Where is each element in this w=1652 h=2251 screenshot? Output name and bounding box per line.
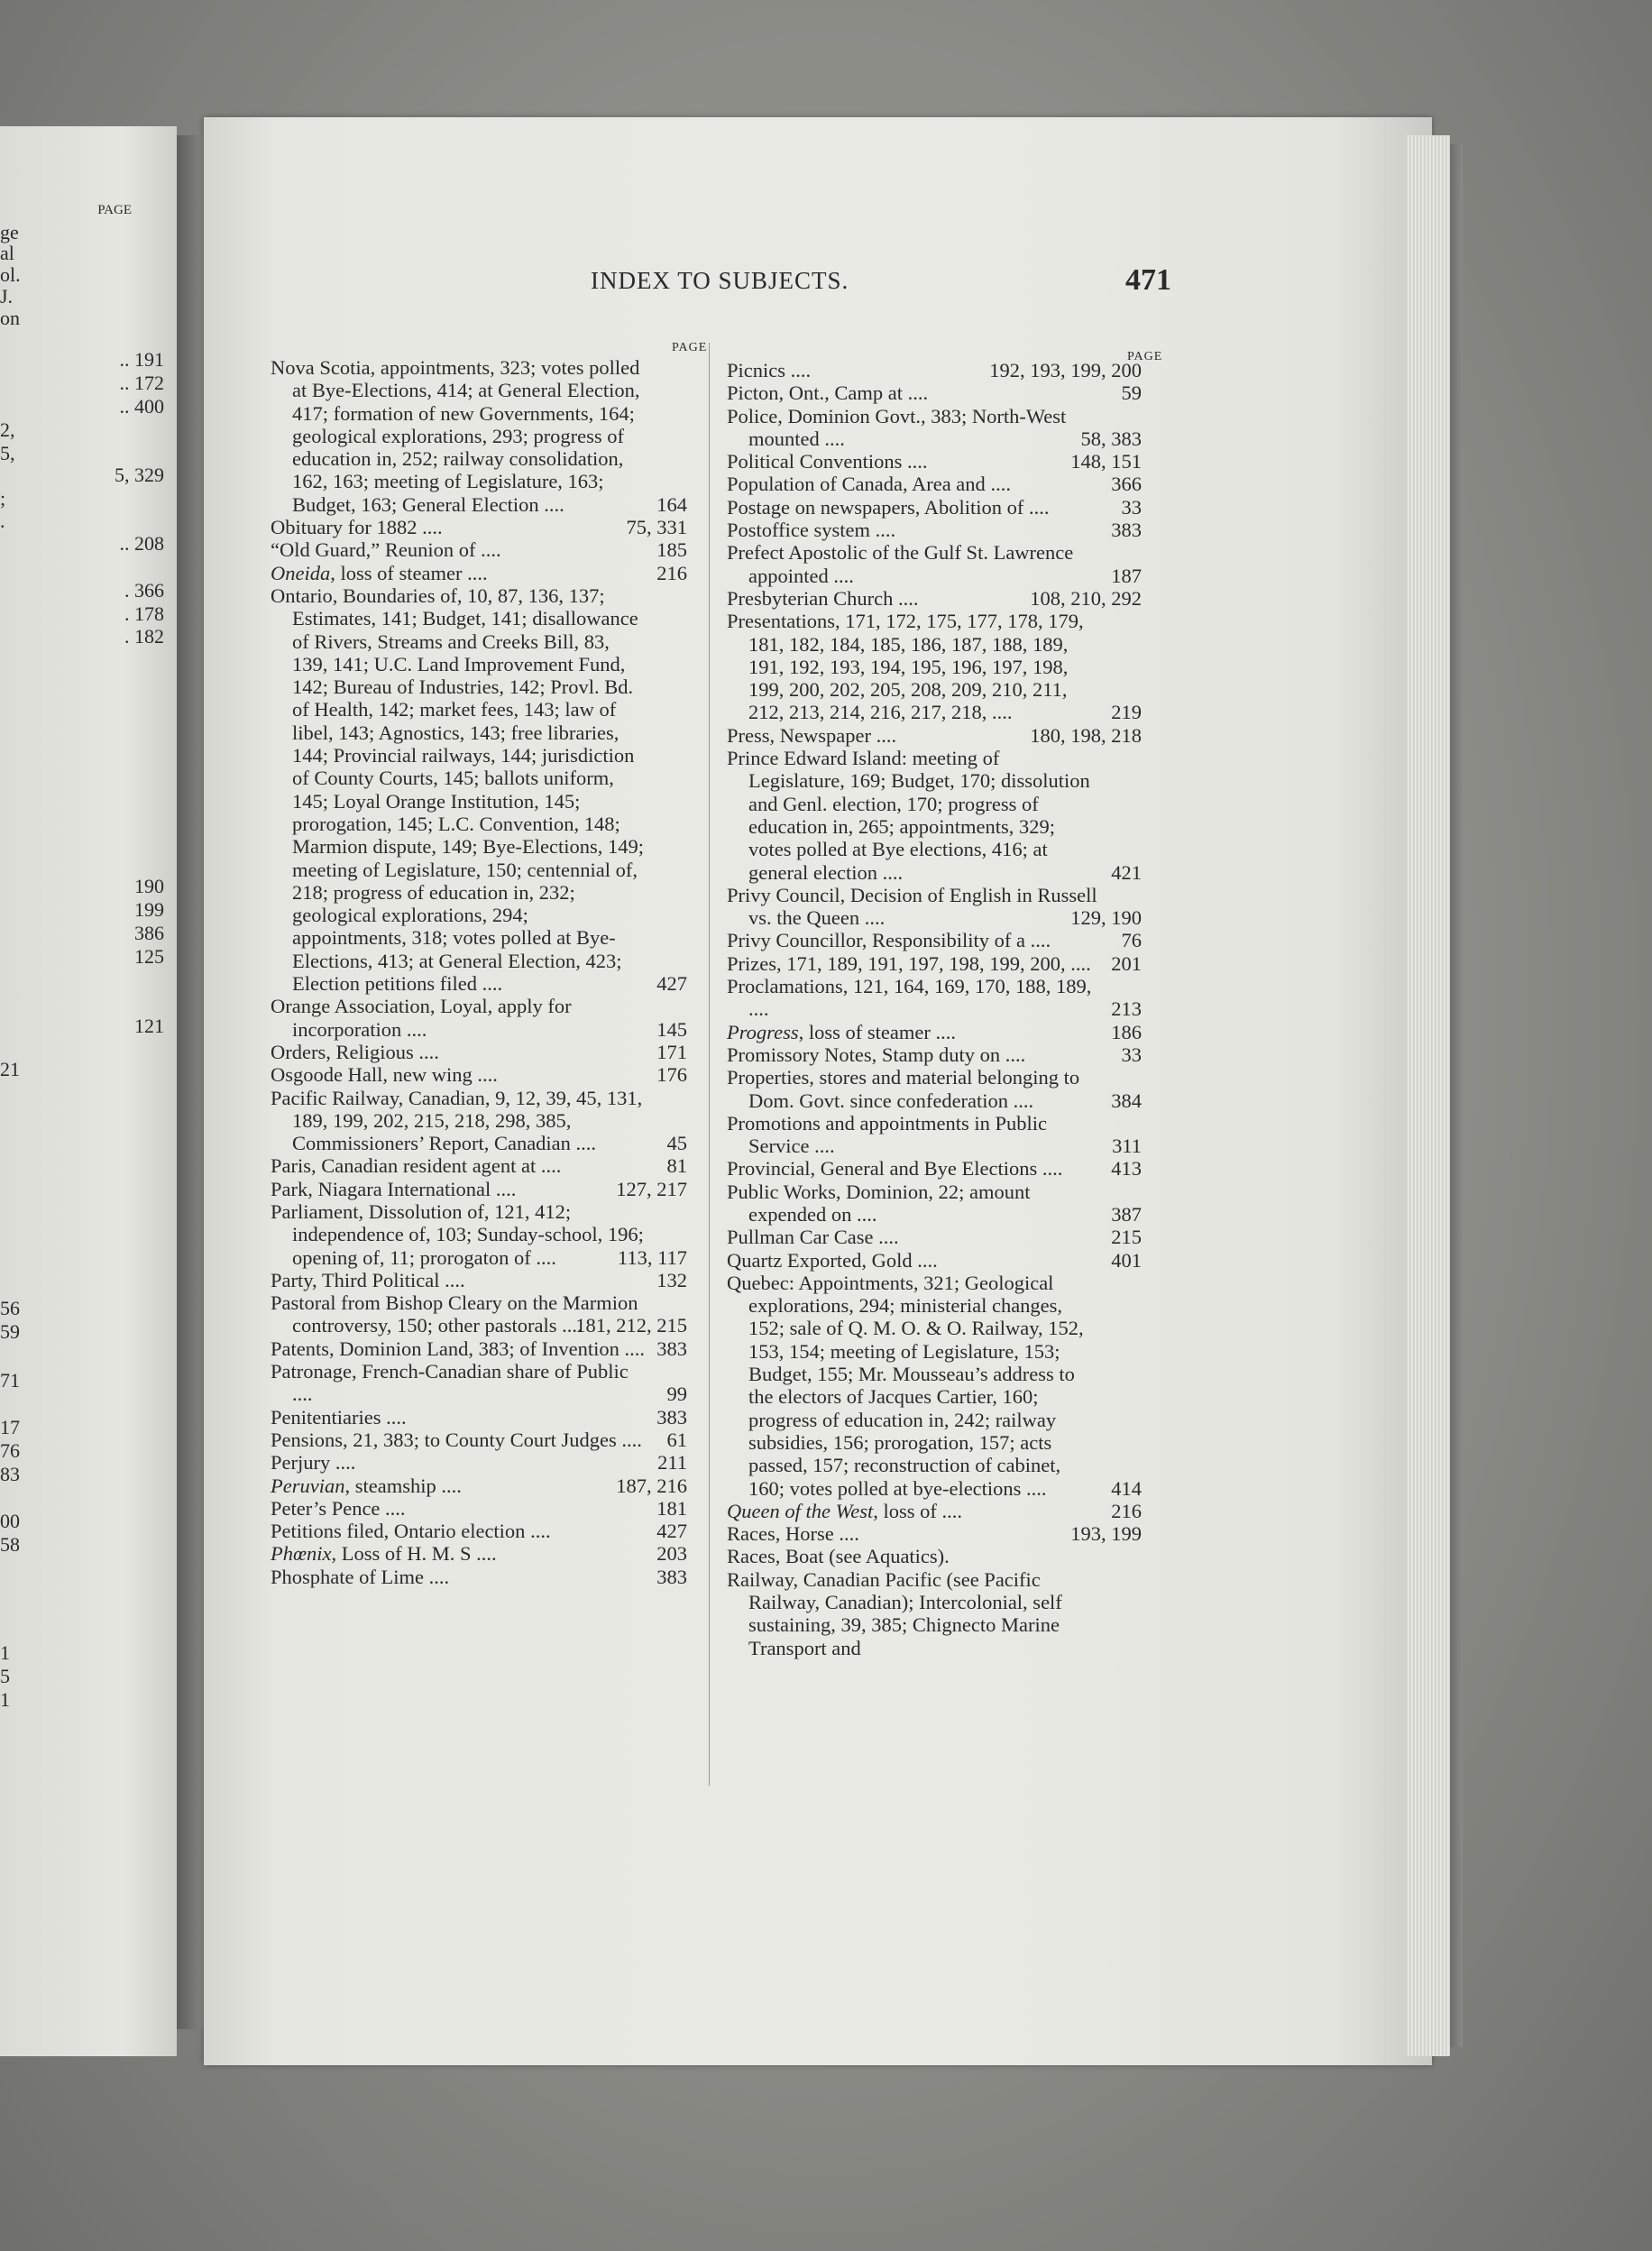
index-entry-page: 127, 217 [616, 1177, 687, 1200]
index-entry-text: Queen of the West, loss of [727, 1499, 937, 1522]
index-entry-text: Privy Councillor, Responsibility of a [727, 929, 1025, 952]
leader-dots: .... [1023, 495, 1050, 519]
index-entry-page: 132 [656, 1268, 687, 1291]
index-entry-text: Oneida, loss of steamer [271, 561, 463, 584]
leader-dots: .... [556, 1314, 583, 1337]
index-entry [271, 1063, 687, 1086]
index-entry [727, 450, 1142, 473]
left-page-fragment: . [0, 510, 5, 532]
index-entry-text: Pensions, 21, 383; to County Court Judges [271, 1428, 617, 1451]
left-column-page-label: PAGE [672, 341, 708, 354]
left-page-fragment: .. 191 [119, 348, 164, 371]
leader-dots: .... [936, 1499, 963, 1522]
index-entry-text: Park, Niagara International [271, 1177, 491, 1200]
index-entry-page: 164 [656, 492, 687, 516]
index-entry [271, 538, 687, 561]
leader-dots: .... [748, 997, 769, 1021]
index-entry [271, 995, 687, 1041]
index-entry-text: Orders, Religious [271, 1040, 414, 1063]
index-entry-text: Races, Boat (see Aquatics). [727, 1545, 950, 1568]
left-page-fragment: 71 [0, 1369, 20, 1392]
left-page-fragment: 59 [0, 1320, 20, 1343]
index-entry [727, 587, 1142, 610]
left-page-fragment: J. [0, 285, 14, 308]
index-entry-page: 384 [1111, 1089, 1142, 1112]
index-entry [271, 1475, 687, 1497]
index-entry-page: 216 [656, 561, 687, 584]
index-entry-text: Prince Edward Island: meeting of Legislature, 169; Budget, 170; dissolution and Genl. election, 170; progress of education in, 265; appointments, 329; votes polled at Bye elections, 416; at general election [727, 747, 1090, 884]
index-entry [271, 1087, 687, 1155]
index-entry-page: 414 [1111, 1476, 1142, 1500]
index-entry-page: 176 [656, 1063, 687, 1087]
index-entry [727, 975, 1142, 1021]
index-entry-text: Promissory Notes, Stamp duty on [727, 1043, 1001, 1066]
index-entry-text: Police, Dominion Govt., 383; North-West mounted [727, 404, 1067, 450]
index-entry-text: Presbyterian Church [727, 586, 894, 610]
index-entry [271, 516, 687, 538]
index-entry-page: 99 [666, 1383, 687, 1406]
index-entry-text: Prizes, 171, 189, 191, 197, 198, 199, 200, [727, 951, 1066, 975]
index-entry-text: Progress, loss of steamer [727, 1020, 931, 1043]
left-page-fragment: 2, [0, 418, 15, 441]
leader-dots: .... [525, 1520, 551, 1543]
left-page-fragment: 125 [134, 945, 164, 968]
index-entry-page: 366 [1111, 473, 1142, 496]
leader-dots: .... [330, 1451, 356, 1475]
index-entry-page: 58, 383 [1080, 427, 1142, 450]
left-page-fragment: 5, 329 [115, 464, 164, 486]
index-entry [727, 1157, 1142, 1180]
left-page-fragment: ge [0, 221, 19, 243]
index-entry-page: 219 [1111, 701, 1142, 724]
index-entry-text: Paris, Canadian resident agent at [271, 1154, 537, 1178]
index-entry-page: 148, 151 [1070, 450, 1142, 473]
index-entry-page: 33 [1121, 495, 1142, 519]
index-entry [727, 1021, 1142, 1043]
leader-dots: .... [1065, 951, 1091, 975]
leader-dots: .... [472, 1063, 498, 1087]
index-entry-text: Orange Association, Loyal, apply for incorporation [271, 995, 572, 1041]
index-entry [727, 747, 1142, 884]
leader-dots: .... [930, 1020, 956, 1043]
index-entry-text: Prefect Apostolic of the Gulf St. Lawrence appointed [727, 541, 1074, 587]
leader-dots: .... [417, 516, 443, 539]
index-entry-page: 129, 190 [1070, 906, 1142, 930]
index-entry-text: Railway, Canadian Pacific (see Pacific Railway, Canadian); Intercolonial, self sustaining, 39, 385; Chignecto Marine Transport and [727, 1567, 1062, 1659]
index-entry [727, 610, 1142, 723]
index-entry-page: 427 [656, 1520, 687, 1543]
index-entry-text: Privy Council, Decision of English in Russell vs. the Queen [727, 883, 1097, 930]
index-entry-page: 383 [1111, 519, 1142, 542]
leader-dots: .... [536, 1154, 562, 1178]
index-entry-page: 383 [656, 1337, 687, 1360]
page-edge-shadow [1450, 144, 1463, 2047]
index-entry-text: Petitions filed, Ontario election [271, 1520, 526, 1543]
leader-dots: .... [292, 1383, 313, 1406]
left-page-fragment: 17 [0, 1416, 20, 1438]
leader-dots: .... [570, 1132, 597, 1155]
index-entry-page: 216 [1111, 1499, 1142, 1522]
index-entry [271, 1337, 687, 1360]
index-entry-text: Picton, Ont., Camp at [727, 381, 903, 405]
index-entry-text: Quartz Exported, Gold [727, 1248, 913, 1272]
left-page-fragment: 1 [0, 1688, 10, 1711]
index-entry [727, 359, 1142, 381]
index-entry [727, 1545, 1142, 1567]
index-entry-page: 76 [1121, 929, 1142, 952]
leader-dots: .... [870, 723, 897, 747]
index-entry-text: Perjury [271, 1451, 331, 1475]
leader-dots: .... [912, 1248, 938, 1272]
index-entry-page: 383 [656, 1405, 687, 1429]
left-page-fragment: 83 [0, 1463, 20, 1485]
leader-dots: .... [1000, 1043, 1026, 1066]
leader-dots: .... [851, 1202, 877, 1226]
index-entry-page: 185 [656, 538, 687, 562]
left-page-fragment: .. 400 [119, 395, 164, 418]
leader-dots: .... [1037, 1157, 1063, 1181]
index-entry-page: 45 [666, 1132, 687, 1155]
left-adjacent-page [0, 126, 177, 2056]
leader-dots: .... [859, 906, 886, 930]
leader-dots: .... [380, 1496, 406, 1520]
index-entry [727, 381, 1142, 404]
leader-dots: .... [471, 1542, 497, 1566]
leader-dots: .... [619, 1337, 645, 1360]
left-page-fragment: .. 172 [119, 372, 164, 394]
leader-dots: .... [475, 538, 501, 562]
index-entry-text: Nova Scotia, appointments, 323; votes polled at Bye-Elections, 414; at General Election, 417; formation of new Governments, 164; geological explorations, 293; progress of education in, 252; railway consolidation, 162, 163; meeting of Legislature, 163; Budget, 163; General Election [271, 356, 640, 516]
index-entry [727, 724, 1142, 747]
index-entry-text: Phosphate of Lime [271, 1565, 424, 1588]
index-entry-page: 108, 210, 292 [1030, 586, 1142, 610]
left-page-fragment: 5, [0, 442, 15, 464]
index-entry-page: 59 [1121, 381, 1142, 405]
index-entry [727, 405, 1142, 451]
leader-dots: .... [809, 1135, 835, 1158]
index-entry-page: 192, 193, 199, 200 [989, 359, 1142, 381]
index-entry-text: Promotions and appointments in Public Service [727, 1111, 1047, 1158]
index-entry-text: Press, Newspaper [727, 723, 871, 747]
leader-dots: .... [877, 860, 904, 884]
leader-dots: .... [873, 1226, 899, 1249]
index-entry-text: Phœnix, Loss of H. M. S [271, 1542, 472, 1566]
index-entry-text: “Old Guard,” Reunion of [271, 538, 476, 562]
index-entry-page: 401 [1111, 1248, 1142, 1272]
index-entry-page: 427 [656, 972, 687, 996]
index-entry [271, 1497, 687, 1520]
index-entry-text: Penitentiaries [271, 1405, 381, 1429]
index-entry-page: 181, 212, 215 [575, 1314, 687, 1337]
left-page-fragment: 00 [0, 1510, 20, 1532]
index-entry-page: 171 [656, 1040, 687, 1063]
index-entry [727, 1522, 1142, 1545]
index-entry-text: Postage on newspapers, Abolition of [727, 495, 1024, 519]
index-entry-text: Parliament, Dissolution of, 121, 412; independence of, 103; Sunday-school, 196; opening of, 11; prorogaton of [271, 1199, 644, 1269]
index-entry-text: Party, Third Political [271, 1268, 440, 1291]
left-page-fragment: . 178 [124, 602, 164, 625]
index-entry-page: 180, 198, 218 [1030, 723, 1142, 747]
index-entry [271, 1520, 687, 1542]
book-gutter [177, 135, 204, 2029]
index-entry-text: Patronage, French-Canadian share of Public [271, 1360, 629, 1383]
index-entry [727, 1066, 1142, 1112]
index-entry-page: 193, 199 [1070, 1522, 1142, 1546]
left-page-fragment: al [0, 242, 14, 264]
index-entry [727, 1181, 1142, 1227]
index-entry-text: Pacific Railway, Canadian, 9, 12, 39, 45, 131, 189, 199, 202, 215, 218, 298, 385, Commissioners’ Report, Canadian [271, 1086, 643, 1155]
index-entry-page: 383 [656, 1565, 687, 1588]
index-entry [727, 1272, 1142, 1500]
index-entry-page: 387 [1111, 1202, 1142, 1226]
index-entry [271, 1406, 687, 1429]
index-entry [271, 1041, 687, 1063]
index-entry [727, 884, 1142, 930]
leader-dots: .... [987, 701, 1013, 724]
index-entry-text: Provincial, General and Bye Elections [727, 1157, 1038, 1181]
index-entry [271, 1200, 687, 1269]
index-entry [271, 1360, 687, 1406]
index-entry-text: Political Conventions [727, 450, 903, 473]
index-entry-page: 311 [1112, 1135, 1142, 1158]
index-entry-text: Ontario, Boundaries of, 10, 87, 136, 137; Estimates, 141; Budget, 141; disallowance of Rivers, Streams and Creeks Bill, 83, 139, 141; U.C. Land Improvement Fund, 142; Bureau of Industries, 142; Provl. Bd. of Health, 142; market fees, 143; law of libel, 143; Agnostics, 143; free libraries, 144; Provincial railways, 144; jurisdiction of County Courts, 145; ballots uniform, 145; Loyal Orange Institution, 145; prorogation, 145; L.C. Convention, 148; Marmion dispute, 149; Bye-Elections, 149; meeting of Legislature, 150; centennial of, 218; progress of education in, 232; geological explorations, 294; appointments, 318; votes polled at Bye-Elections, 413; at General Election, 423; Election petitions filed [271, 583, 644, 996]
index-entry [727, 496, 1142, 519]
index-entry [727, 1249, 1142, 1272]
leader-dots: .... [616, 1428, 642, 1451]
index-entry-text: Peter’s Pence [271, 1496, 381, 1520]
left-page-fragment: 58 [0, 1533, 20, 1556]
leader-dots: .... [436, 1474, 462, 1497]
leader-dots: .... [476, 972, 503, 996]
leader-dots: .... [819, 427, 845, 450]
leader-dots: .... [1008, 1089, 1034, 1112]
index-entry-page: 421 [1111, 860, 1142, 884]
leader-dots: .... [785, 359, 812, 381]
index-entry [727, 1226, 1142, 1248]
index-entry-page: 187, 216 [616, 1474, 687, 1497]
left-page-fragment: 5 [0, 1665, 10, 1687]
leader-dots: .... [413, 1040, 439, 1063]
page-edges [1407, 135, 1450, 2056]
index-entry-page: 211 [657, 1451, 687, 1475]
left-page-fragment: ; [0, 487, 6, 510]
index-entry [727, 952, 1142, 975]
index-entry-page: 75, 331 [626, 516, 687, 539]
index-entry [727, 519, 1142, 541]
index-entry [727, 473, 1142, 495]
index-column-right [727, 359, 1142, 1659]
index-entry-text: Races, Horse [727, 1522, 834, 1546]
index-entry-text: Postoffice system [727, 519, 870, 542]
index-entry [271, 1178, 687, 1200]
leader-dots: .... [903, 381, 929, 405]
left-page-fragment: 386 [134, 922, 164, 944]
left-page-fragment: . 366 [124, 579, 164, 602]
index-entry-page: 413 [1111, 1157, 1142, 1181]
leader-dots: .... [828, 564, 854, 587]
left-page-fragment: 121 [134, 1015, 164, 1037]
index-entry-text: Peruvian, steamship [271, 1474, 436, 1497]
index-entry [727, 1500, 1142, 1522]
left-page-fragment: .. 208 [119, 532, 164, 555]
index-entry-page: 186 [1111, 1020, 1142, 1043]
index-entry-text: Osgoode Hall, new wing [271, 1063, 473, 1087]
left-page-fragment: on [0, 307, 20, 329]
left-page-fragment: PAGE [97, 203, 132, 217]
index-entry [727, 1568, 1142, 1659]
index-entry-text: Obituary for 1882 [271, 516, 418, 539]
index-entry [727, 1112, 1142, 1158]
index-entry-page: 215 [1111, 1226, 1142, 1249]
index-entry [271, 1542, 687, 1565]
leader-dots: .... [869, 519, 896, 542]
index-column-left [271, 356, 687, 1588]
leader-dots: .... [985, 473, 1011, 496]
index-entry-page: 33 [1121, 1043, 1142, 1066]
index-entry-text: Patents, Dominion Land, 383; of Invention [271, 1337, 620, 1360]
index-entry-text: Picnics [727, 359, 785, 381]
running-head: INDEX TO SUBJECTS. [591, 267, 849, 294]
index-entry-page: 213 [1111, 997, 1142, 1021]
index-entry [271, 1566, 687, 1588]
index-entry-text: Quebec: Appointments, 321; Geological explorations, 294; ministerial changes, 152; sale of Q. M. O. & O. Railway, 152, 153, 154; meeting of Legislature, 153; Budget, 155; Mr. Mousseau’s address to the electors of Jacques Cartier, 160; progress of education in, 242; railway subsidies, 156; prorogation, 157; acts passed, 157; reconstruction of cabinet, 160; votes polled at bye-elections [727, 1271, 1084, 1500]
index-entry-page: 201 [1111, 951, 1142, 975]
index-entry-text: Properties, stores and material belonging to Dom. Govt. since confederation [727, 1066, 1080, 1112]
right-column-page-label: PAGE [1127, 350, 1163, 363]
left-page-fragment: 190 [134, 875, 164, 897]
left-page-fragment: . 182 [124, 625, 164, 648]
leader-dots: .... [833, 1522, 859, 1546]
page-number: 471 [1125, 263, 1171, 297]
leader-dots: .... [902, 450, 928, 473]
leader-dots: .... [401, 1017, 427, 1041]
index-entry-page: 181 [656, 1496, 687, 1520]
leader-dots: .... [491, 1177, 517, 1200]
index-entry-page: 145 [656, 1017, 687, 1041]
left-page-fragment: 1 [0, 1641, 10, 1664]
index-entry [271, 1429, 687, 1451]
index-entry [727, 929, 1142, 951]
index-entry [271, 1154, 687, 1177]
leader-dots: .... [1021, 1476, 1047, 1500]
index-entry-text: Pullman Car Case [727, 1226, 874, 1249]
index-entry-page: 61 [666, 1428, 687, 1451]
leader-dots: .... [423, 1565, 450, 1588]
index-entry-text: Proclamations, 121, 164, 169, 170, 188, 189, [727, 975, 1092, 998]
index-entry [271, 356, 687, 516]
leader-dots: .... [530, 1245, 556, 1269]
left-page-fragment: 199 [134, 898, 164, 921]
left-page-fragment: 56 [0, 1297, 20, 1319]
index-entry-text: Presentations, 171, 172, 175, 177, 178, 179, 181, 182, 184, 185, 186, 187, 188, 189, 191, 192, 193, 194, 195, 196, 197, 198, 199, 200, 202, 205, 208, 209, 210, 211, 212, 213, 214, 216, 217, 218, [727, 610, 1084, 724]
index-entry [271, 1269, 687, 1291]
leader-dots: .... [538, 492, 564, 516]
left-page-fragment: ol. [0, 263, 21, 286]
leader-dots: .... [381, 1405, 407, 1429]
index-entry-page: 187 [1111, 564, 1142, 587]
index-entry-text: Population of Canada, Area and [727, 473, 986, 496]
index-entry-page: 81 [666, 1154, 687, 1178]
leader-dots: .... [1024, 929, 1051, 952]
index-entry [727, 1043, 1142, 1066]
leader-dots: .... [893, 586, 919, 610]
left-page-fragment: 76 [0, 1439, 20, 1462]
index-entry-text: Pastoral from Bishop Cleary on the Marmion controversy, 150; other pastorals [271, 1291, 638, 1337]
left-page-fragment: 21 [0, 1058, 20, 1080]
index-entry [271, 562, 687, 584]
index-entry-page: 203 [656, 1542, 687, 1566]
index-entry-text: Public Works, Dominion, 22; amount expended on [727, 1180, 1031, 1226]
index-entry-page: 113, 117 [617, 1245, 687, 1269]
index-entry [271, 1291, 687, 1337]
leader-dots: .... [462, 561, 488, 584]
leader-dots: .... [439, 1268, 465, 1291]
column-divider [709, 343, 710, 1786]
index-entry [271, 584, 687, 995]
index-entry [271, 1451, 687, 1474]
index-entry [727, 541, 1142, 587]
